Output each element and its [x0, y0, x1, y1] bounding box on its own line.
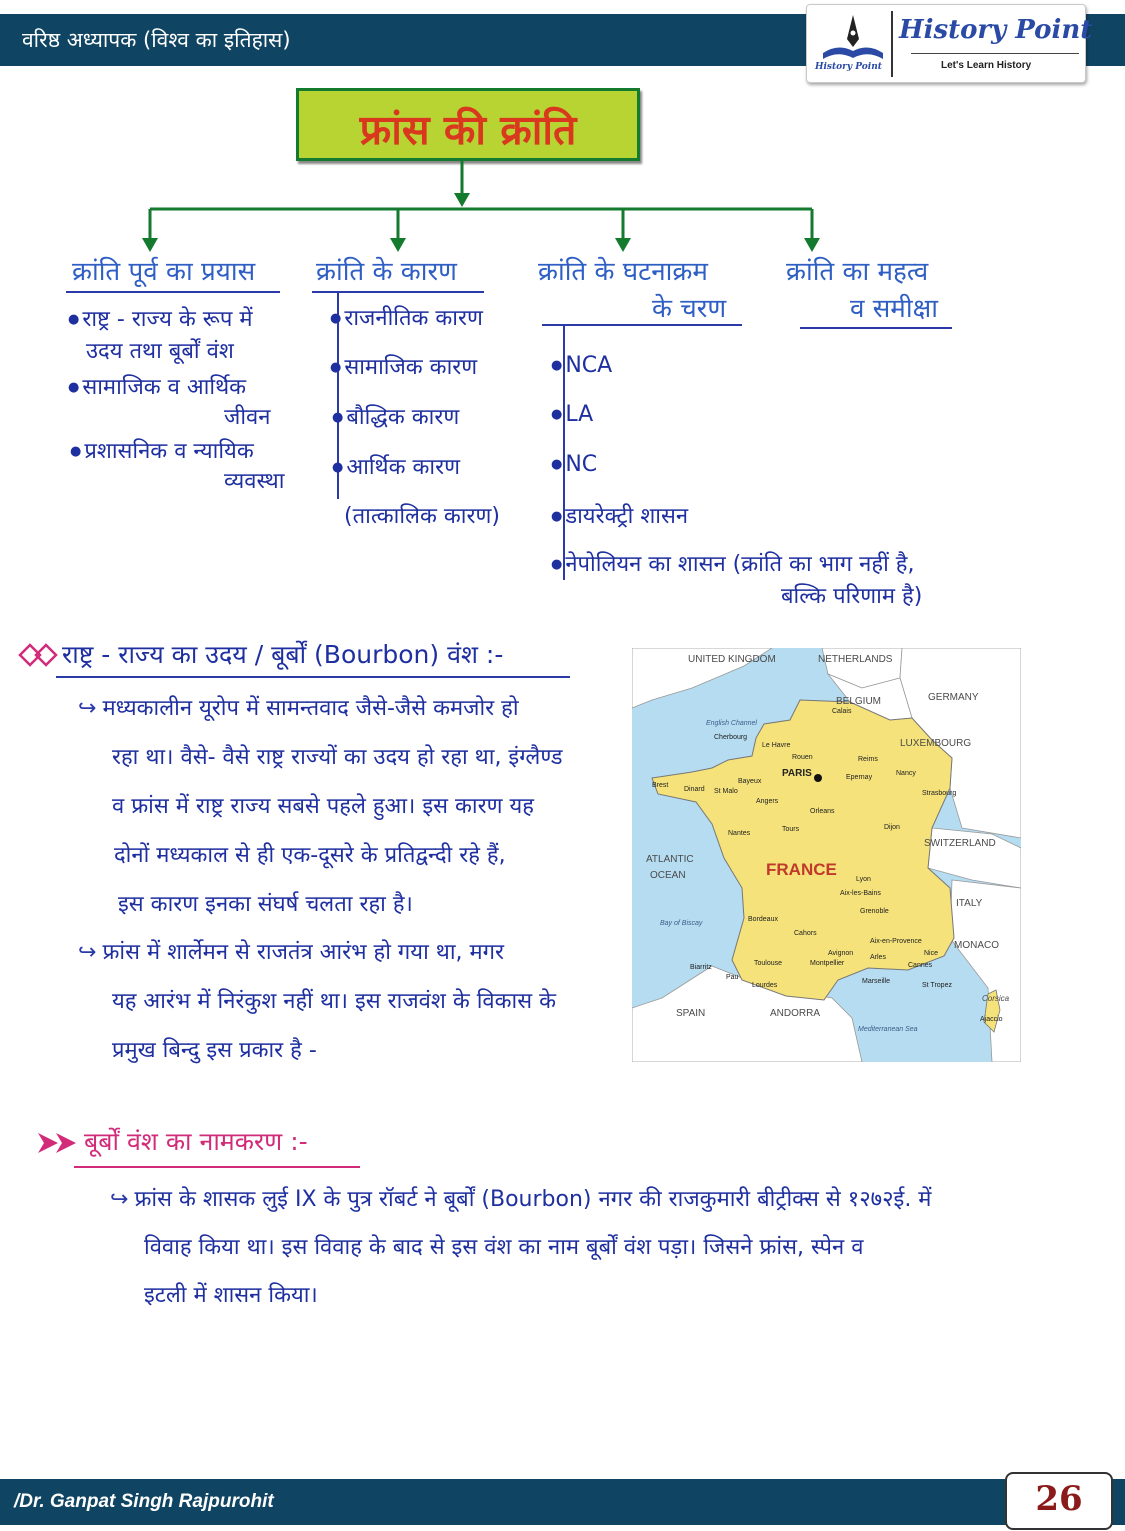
para-line: ↪ फ्रांस के शासक लुई IX के पुत्र रॉबर्ट ने बूर्बों (Bourbon) नगर की राजकुमारी बीट्रीक्स से १२७२ई. में [110, 1187, 932, 1212]
map-region-label: SWITZERLAND [924, 838, 996, 849]
map-city-label: Dijon [884, 824, 900, 831]
map-city-label: Avignon [828, 950, 854, 957]
map-city-label: Arles [870, 954, 886, 961]
page-number: 26 [1035, 1479, 1083, 1519]
section1-heading: राष्ट्र - राज्य का उदय / बूर्बों (Bourbon) वंश :- [62, 640, 504, 669]
map-city-label: Rouen [792, 754, 813, 761]
map-city-label: Aix-en-Provence [870, 938, 922, 945]
branch3-item-3: ● NC [551, 452, 597, 477]
section2-underline [74, 1166, 360, 1168]
map-city-label: Angers [756, 798, 779, 805]
map-city-label: Montpellier [810, 960, 845, 967]
para-line: व फ्रांस में राष्ट्र राज्य सबसे पहले हुआ। इस कारण यह [112, 794, 534, 819]
map-region-label: BELGIUM [836, 696, 882, 707]
map-region-label: ANDORRA [770, 1008, 821, 1019]
map-region-label: LUXEMBOURG [900, 738, 972, 749]
logo-mini-text: History Point [815, 62, 882, 72]
branch3-item-2: ● LA [551, 402, 593, 427]
map-city-label: Bayeux [738, 778, 762, 785]
para-line: दोनों मध्यकाल से ही एक-दूसरे के प्रतिद्वन्दी रहे हैं, [114, 843, 506, 868]
branch3-item-5: ● नेपोलियन का शासन (क्रांति का भाग नहीं है, [551, 548, 914, 578]
map-city-label: Toulouse [754, 960, 783, 967]
map-city-label: Nantes [728, 830, 751, 837]
map-region-label: SPAIN [676, 1008, 706, 1019]
double-arrow-bullet-icon [38, 1131, 88, 1155]
para-line: विवाह किया था। इस विवाह के बाद से इस वंश का नाम बूर्बों वंश पड़ा। जिसने फ्रांस, स्पेन व [144, 1235, 864, 1260]
chart-title: फ्रांस की क्रांति [359, 106, 577, 154]
branch2-item-2: ● सामाजिक कारण [330, 351, 477, 381]
branch2-item-4: ● आर्थिक कारण [332, 451, 460, 481]
map-city-label: Nancy [896, 770, 916, 777]
map-city-label: Grenoble [860, 908, 889, 915]
branch3-note: बल्कि परिणाम है) [781, 584, 923, 609]
branch1-item-1-cont: उदय तथा बूर्बों वंश [86, 339, 234, 364]
branch2-item-3: ● बौद्धिक कारण [332, 401, 459, 431]
section1-paragraph-2 [78, 928, 638, 1075]
branch1-heading: क्रांति पूर्व का प्रयास [72, 257, 256, 287]
branch4-underline [800, 327, 952, 329]
map-city-label: St Malo [714, 788, 738, 795]
para-line: प्रमुख बिन्दु इस प्रकार है - [112, 1038, 317, 1063]
map-city-label: Brest [652, 782, 669, 789]
para-line: यह आरंभ में निरंकुश नहीं था। इस राजवंश के विकास के [112, 989, 556, 1014]
para-line: इटली में शासन किया। [144, 1283, 318, 1308]
map-city-label: Bordeaux [748, 916, 778, 923]
section1-underline [56, 676, 570, 678]
branch1-item-2: ● सामाजिक व आर्थिक [68, 371, 246, 401]
france-map [632, 648, 1021, 1062]
map-city-label: Cherbourg [714, 734, 748, 741]
branch3-item-4: ● डायरेक्ट्री शासन [551, 500, 688, 530]
map-city-label: Cahors [794, 930, 817, 937]
hook-arrow-icon: ↪ [78, 940, 97, 965]
branch3-underline [542, 324, 742, 326]
map-city-label: Dinard [684, 786, 705, 793]
map-region-label: FRANCE [766, 860, 837, 879]
para-line: ↪ फ्रांस में शार्लेमन से राजतंत्र आरंभ हो गया था, मगर [78, 940, 505, 965]
map-city-label: Strasbourg [922, 790, 957, 797]
footer-bar [0, 1479, 1125, 1525]
map-region-label: Bay of Biscay [660, 920, 703, 927]
footer-author: /Dr. Ganpat Singh Rajpurohit [14, 1491, 274, 1512]
map-region-label: UNITED KINGDOM [688, 654, 776, 665]
branch4-heading-1: क्रांति का महत्व [786, 257, 929, 287]
map-region-label: ATLANTIC [646, 854, 694, 865]
map-city-label: Aix-les-Bains [840, 890, 881, 897]
map-region-label: OCEAN [650, 870, 686, 881]
para-line: इस कारण इनका संघर्ष चलता रहा है। [118, 892, 413, 917]
logo-brand: History Point [899, 15, 1093, 45]
map-region-label: English Channel [706, 720, 757, 727]
map-region-label: ITALY [956, 898, 983, 909]
map-region-label: GERMANY [928, 692, 979, 703]
hook-arrow-icon: ↪ [110, 1187, 129, 1212]
map-city-label: Biarritz [690, 964, 712, 971]
branch1-underline [66, 291, 280, 293]
branch1-item-3-cont: व्यवस्था [224, 469, 285, 494]
map-city-label: Ajaccio [980, 1016, 1003, 1023]
map-city-label: Nice [924, 950, 939, 957]
para-line: रहा था। वैसे- वैसे राष्ट्र राज्यों का उदय हो रहा था, इंग्लैण्ड [112, 745, 563, 770]
branch1-item-2-cont: जीवन [224, 405, 271, 430]
hook-arrow-icon: ↪ [78, 696, 97, 721]
diamond-bullet-icon [18, 643, 64, 667]
branch1-item-3: ● प्रशासनिक व न्यायिक [70, 435, 254, 465]
map-city-label: Le Havre [762, 742, 791, 749]
map-city-label: Calais [832, 708, 852, 715]
branch2-heading: क्रांति के कारण [316, 257, 457, 287]
map-region-label: MONACO [954, 940, 999, 951]
page-number-box [1005, 1472, 1113, 1530]
map-city-label: Orleans [810, 808, 835, 815]
map-city-label: Pau [726, 974, 739, 981]
map-region-label: NETHERLANDS [818, 654, 893, 665]
header-title: वरिष्ठ अध्यापक (विश्व का इतिहास) [22, 28, 291, 52]
section1-paragraph-1 [78, 684, 638, 929]
logo-tagline: Let's Learn History [941, 60, 1032, 71]
branch2-note: (तात्कालिक कारण) [344, 504, 500, 529]
section2-paragraph-1 [110, 1176, 1070, 1320]
branch4-heading-2: व समीक्षा [850, 294, 938, 324]
map-city-label: Cannes [908, 962, 933, 969]
branch3-heading-2: के चरण [652, 294, 727, 324]
map-city-label: Lourdes [752, 982, 778, 989]
map-city-label: Tours [782, 826, 800, 833]
map-city-label: Lyon [856, 876, 871, 883]
map-city-label: PARIS [782, 768, 812, 779]
map-region-label: Mediterranean Sea [858, 1026, 918, 1033]
section2-heading: बूर्बों वंश का नामकरण :- [84, 1127, 308, 1156]
branch1-item-1: ● राष्ट्र - राज्य के रूप में [68, 303, 252, 333]
para-line: ↪ मध्यकालीन यूरोप में सामन्तवाद जैसे-जैसे कमजोर हो [78, 696, 519, 721]
branch3-item-1: ● NCA [551, 353, 612, 378]
map-city-label: St Tropez [922, 982, 952, 989]
branch3-heading-1: क्रांति के घटनाक्रम [538, 257, 708, 287]
map-city-label: Epernay [846, 774, 873, 781]
map-city-label: Reims [858, 756, 878, 763]
branch2-item-1: ● राजनीतिक कारण [330, 302, 483, 332]
map-city-label: Marseille [862, 978, 891, 985]
map-region-label: Corsica [982, 994, 1010, 1003]
tree-connectors [0, 0, 1125, 260]
